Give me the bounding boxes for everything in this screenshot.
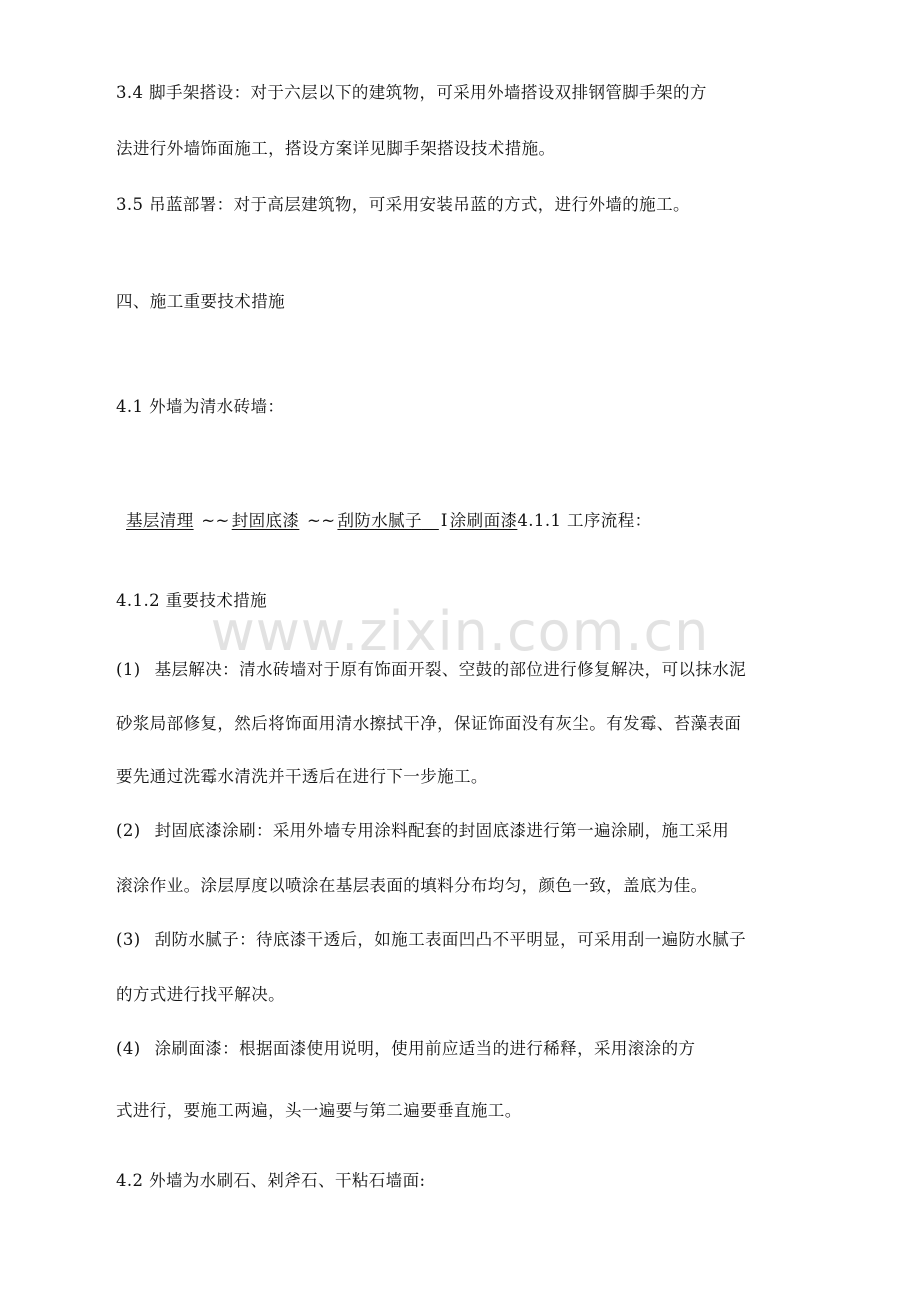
para-3-4-line-2: 法进行外墙饰面施工，搭设方案详见脚手架搭设技术措施。 [116,139,556,158]
flow-underline-gap [422,511,439,530]
flow-step-1: 基层清理 [126,511,194,530]
flow-separator-3: I [440,511,448,530]
item-3-text: 刮防水腻子：待底漆干透后，如施工表面凹凸不平明显，可采用刮一遍防水腻子 [154,930,747,949]
item-3-line-1 [116,929,746,951]
section-4-2-heading: 4.2 外墙为水刷石、剁斧石、干粘石墙面: [116,1171,426,1190]
item-1-text: 基层解决：清水砖墙对于原有饰面开裂、空鼓的部位进行修复解决，可以抹水泥 [154,660,747,679]
flow-separator-2: ~~ [306,511,336,530]
watermark: www.zixin.com.cn [210,600,710,663]
item-4-number: (4) [116,1039,141,1058]
item-3-line-2: 的方式进行找平解决。 [116,985,285,1004]
flow-step-3: 刮防水腻子 [337,511,422,530]
item-2-text: 封固底漆涂刷：采用外墙专用涂料配套的封固底漆进行第一遍涂刷，施工采用 [154,821,730,840]
item-4-line-1 [116,1038,695,1060]
item-1-line-2: 砂浆局部修复，然后将饰面用清水擦拭干净，保证饰面没有灰尘。有发霉、苔藻表面 [116,714,742,733]
flow-separator-1: ~~ [201,511,230,530]
section-4-1-2-heading: 4.1.2 重要技术措施 [116,591,268,610]
flow-step-4: 涂刷面漆 [449,511,518,530]
item-2-line-1 [116,820,729,842]
para-3-5-line-1: 3.5 吊蓝部署：对于高层建筑物，可采用安装吊蓝的方式，进行外墙的施工。 [116,195,690,214]
section-4-1-heading: 4.1 外墙为清水砖墙： [116,397,285,416]
item-2-number: (2) [116,821,141,840]
flow-step-2: 封固底漆 [231,511,300,530]
item-1-line-3: 要先通过洗霉水清洗并干透后在进行下一步施工。 [116,767,488,786]
section-4-heading: 四、施工重要技术措施 [116,292,285,311]
process-flow [116,510,652,532]
flow-caption: 4.1.1 工序流程： [517,511,652,530]
item-1-number: (1) [116,660,141,679]
item-4-text: 涂刷面漆：根据面漆使用说明，使用前应适当的进行稀释，采用滚涂的方 [154,1039,696,1058]
item-2-line-2: 滚涂作业。涂层厚度以喷涂在基层表面的填料分布均匀，颜色一致，盖底为佳。 [116,876,708,895]
item-3-number: (3) [116,930,141,949]
item-4-line-2: 式进行，要施工两遍，头一遍要与第二遍要垂直施工。 [116,1101,522,1120]
para-3-4-line-1: 3.4 脚手架搭设：对于六层以下的建筑物，可采用外墙搭设双排钢管脚手架的方 [116,83,707,102]
